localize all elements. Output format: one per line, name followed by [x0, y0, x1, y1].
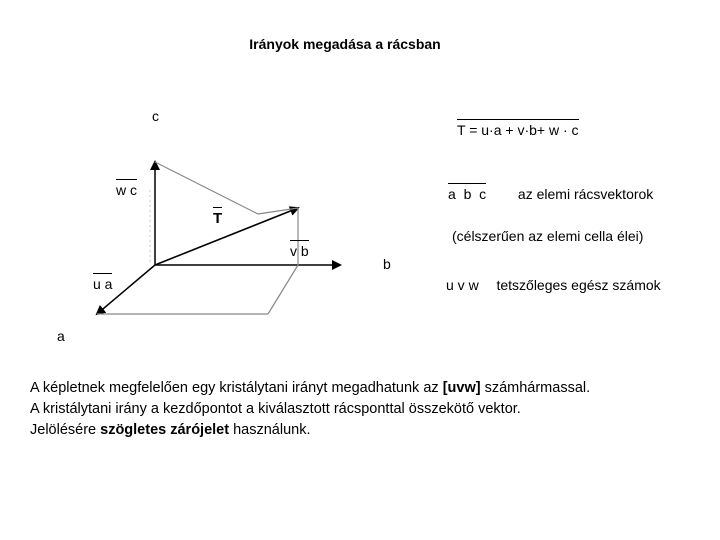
t-label: T	[213, 210, 223, 227]
explanation-line-1: A képletnek megfelelően egy kristálytani irányt megadhatunk az [uvw] számhármassal.	[30, 380, 591, 396]
formula: T = u·a + v·b+ w · c	[457, 122, 579, 138]
axis-a-label: a	[57, 328, 65, 344]
cell-edge-note: (célszerűen az elemi cella élei)	[452, 228, 644, 244]
explanation-line-2: A kristálytani irány a kezdőpontot a kiválasztott rácsponttal összekötő vektor.	[30, 401, 521, 417]
coefficients-symbols: u v w	[446, 277, 479, 293]
wc-label: w c	[116, 182, 137, 198]
page-title: Irányok megadása a rácsban	[249, 36, 441, 52]
vectors-symbols: a b c	[448, 186, 487, 202]
ua-label: u a	[93, 276, 113, 292]
vb-label: v b	[290, 243, 309, 259]
explanation-line-3: Jelölésére szögletes zárójelet használunk.	[30, 422, 311, 438]
coefficients-description: tetszőleges egész számok	[496, 277, 661, 293]
axis-b-label: b	[383, 256, 391, 272]
explanation-text	[30, 378, 590, 441]
t-vector	[155, 208, 298, 265]
vectors-description: az elemi rácsvektorok	[517, 186, 654, 202]
vectors-definition	[448, 186, 653, 202]
coefficients-definition	[446, 277, 661, 293]
axis-c-label: c	[152, 108, 159, 124]
